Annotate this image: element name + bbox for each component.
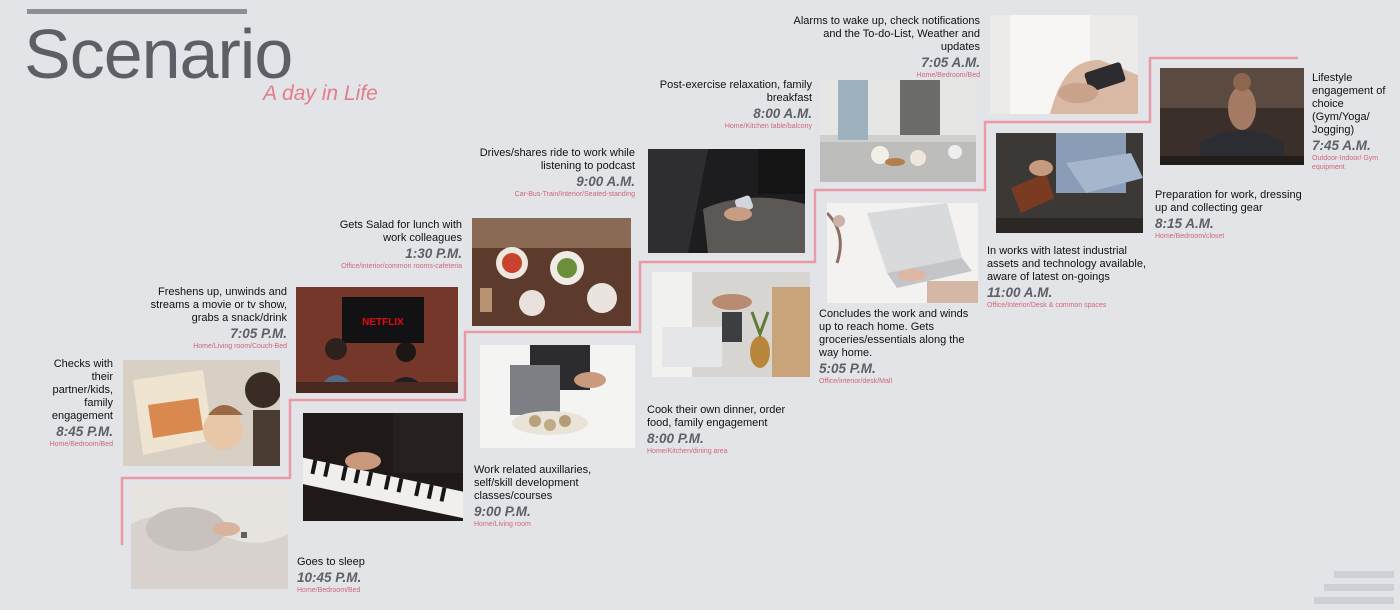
event-location: Office/interior/common rooms-cafeteria [341, 263, 462, 270]
event-time: 11:00 A.M. [987, 285, 1053, 300]
netflix-logo: NETFLIX [362, 317, 404, 328]
event-location: Home/Kitchen/dining area [647, 448, 728, 455]
event-classes [474, 464, 604, 529]
event-description: Concludes the work and winds up to reach home. Gets groceries/essentials along the way home. [819, 308, 969, 359]
photo-netflix-tv [296, 287, 458, 393]
photo-grocery-checkout [652, 272, 810, 377]
event-breakfast [640, 79, 812, 131]
event-location: Home/Living room/Couch-Bed [193, 343, 287, 350]
event-description: Checks with their partner/kids, family engagement [51, 358, 113, 422]
event-location: Home/Kitchen table/balcony [724, 123, 812, 130]
event-time: 8:00 A.M. [753, 106, 812, 121]
photo-laptop-desk [827, 203, 978, 303]
event-lifestyle [1312, 72, 1400, 172]
photo-car-interior [648, 149, 805, 253]
photo-reading-book [123, 360, 280, 466]
event-time: 9:00 A.M. [576, 174, 635, 189]
event-dressing [1155, 189, 1305, 241]
event-location: Home/Bedroom/Bed [297, 587, 361, 594]
photo-piano [303, 413, 463, 521]
corner-decor-bar [1324, 584, 1394, 591]
event-location: Home/Bedroom/Bed [916, 72, 980, 79]
event-lunch [320, 219, 462, 271]
event-description: Preparation for work, dressing up and collecting gear [1155, 189, 1302, 214]
event-location: Home/Living room [474, 521, 531, 528]
event-work [987, 245, 1157, 310]
event-location: Outdoor-Indoor/ Gym equipment [1312, 155, 1379, 171]
event-winds-up [819, 308, 981, 386]
photo-phone-in-hand [990, 15, 1138, 114]
event-description: Goes to sleep [297, 556, 365, 568]
event-time: 8:00 P.M. [647, 431, 704, 446]
event-time: 7:05 P.M. [230, 326, 287, 341]
photo-tying-shoes [996, 133, 1143, 233]
event-family [30, 358, 113, 449]
event-location: Office/Interior/Desk & common spaces [987, 302, 1107, 309]
event-sleep [297, 556, 417, 595]
event-description: Cook their own dinner, order food, family engagement [647, 404, 786, 429]
photo-dinner-plate [480, 345, 635, 448]
event-wake [790, 15, 980, 80]
page-title: Scenario [24, 15, 293, 93]
event-dinner [647, 404, 792, 456]
page-subtitle: A day in Life [263, 82, 378, 105]
event-description: Work related auxillaries, self/skill development classes/courses [474, 464, 592, 502]
event-time: 9:00 P.M. [474, 504, 531, 519]
photo-sleeping [131, 484, 288, 589]
photo-lunch-table [472, 218, 631, 326]
event-time: 1:30 P.M. [405, 246, 462, 261]
event-description: Lifestyle engagement of choice (Gym/Yoga/ Jogging) [1312, 72, 1386, 136]
corner-decor-bar [1314, 597, 1394, 604]
event-tv [150, 286, 287, 351]
event-location: Home/Bedroom/Bed [49, 441, 113, 448]
event-time: 7:45 A.M. [1312, 138, 1371, 153]
event-description: Alarms to wake up, check notifications and the To-do-List, Weather and updates [793, 15, 980, 53]
event-time: 8:45 P.M. [56, 424, 113, 439]
event-location: Office/interior/desk/Mall [819, 378, 893, 385]
event-description: Freshens up, unwinds and streams a movie or tv show, grabs a snack/drink [150, 286, 287, 324]
event-commute [465, 147, 635, 199]
event-time: 10:45 P.M. [297, 570, 362, 585]
event-description: Drives/shares ride to work while listening to podcast [479, 147, 635, 172]
photo-yoga-pose [1160, 68, 1304, 165]
photo-breakfast-table [820, 80, 976, 182]
event-description: In works with latest industrial assets and technology available, aware of latest on-goings [987, 245, 1146, 283]
event-time: 8:15 A.M. [1155, 216, 1214, 231]
event-time: 7:05 A.M. [921, 55, 980, 70]
event-description: Post-exercise relaxation, family breakfast [659, 79, 812, 104]
event-time: 5:05 P.M. [819, 361, 876, 376]
event-location: Car-Bus-Train/Interior/Seated-standing [514, 191, 635, 198]
event-location: Home/Bedroom/closet [1155, 233, 1225, 240]
corner-decor-bar [1334, 571, 1394, 578]
event-description: Gets Salad for lunch with work colleagues [339, 219, 462, 244]
